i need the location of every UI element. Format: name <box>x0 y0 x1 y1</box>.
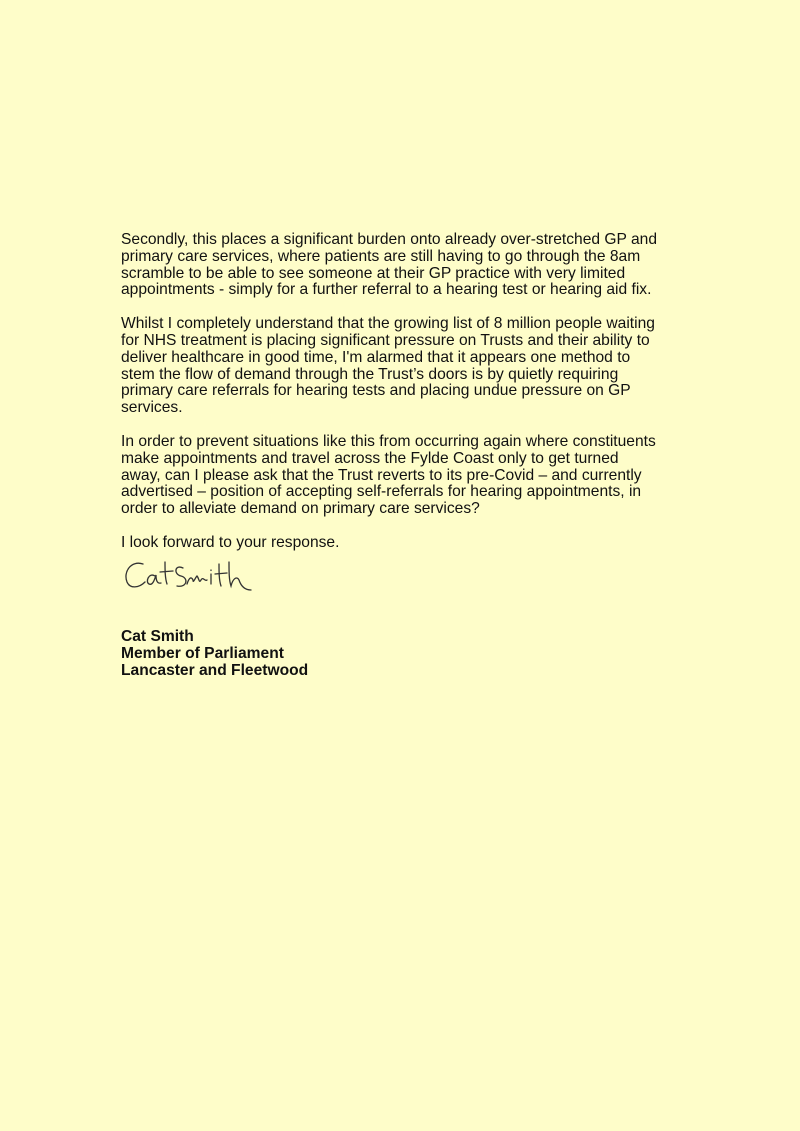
paragraph-request: In order to prevent situations like this from occurring again where constituents make appointments and travel across the Fylde Coast only to get turned away, can I please ask that the Trust reverts to its pre-Covid – and currently advertised – position of accepting self-referrals for hearing appointments, in order to alleviate demand on primary care services? <box>121 432 656 518</box>
letter-body <box>121 232 711 569</box>
signoff-block <box>121 628 308 679</box>
signoff-title: Member of Parliament <box>121 645 284 662</box>
paragraph-nhs-pressure: Whilst I completely understand that the growing list of 8 million people waiting for NHS treatment is placing significant pressure on Trusts and their ability to deliver healthcare in good time, I'm alarmed that it appears one method to stem the flow of demand through the Trust’s doors is by quietly requiring primary care referrals for hearing tests and placing undue pressure on GP services. <box>121 315 655 417</box>
paragraph-closing: I look forward to your response. <box>121 533 340 551</box>
signoff-constituency: Lancaster and Fleetwood <box>121 662 309 679</box>
signature-icon <box>121 556 261 596</box>
paragraph-gp-burden: Secondly, this places a significant burden onto already over-stretched GP and primary care services, where patients are still having to go through the 8am scramble to be able to see someone at their GP practice with very limited appointments - simply for a further referral to a hearing test or hearing aid fix. <box>121 231 657 299</box>
signoff-name: Cat Smith <box>121 628 194 645</box>
